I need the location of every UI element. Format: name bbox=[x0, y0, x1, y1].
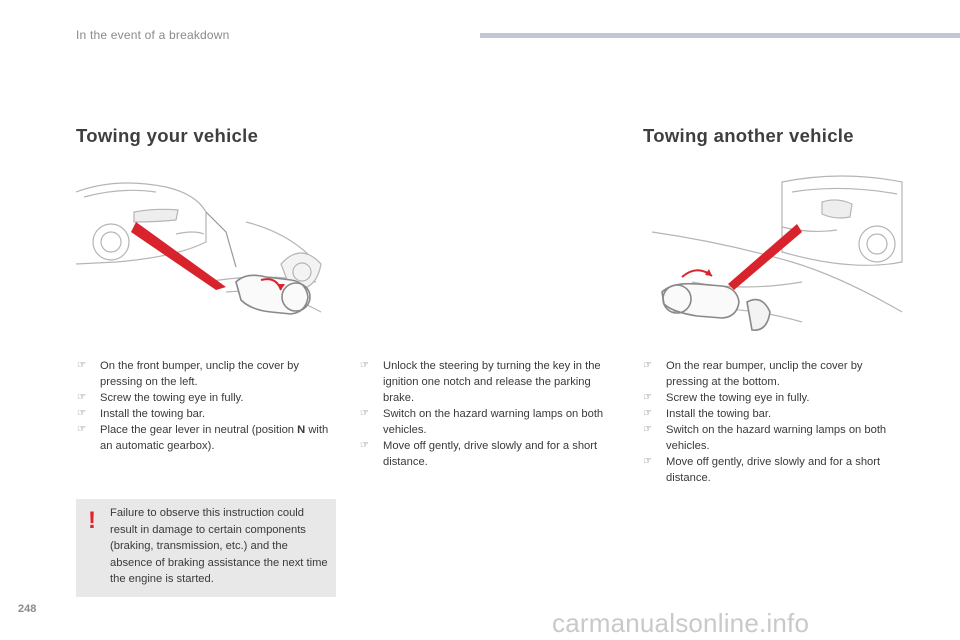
list-item bbox=[77, 390, 337, 406]
step-text: Switch on the hazard warning lamps on both vehicles. bbox=[383, 408, 604, 436]
step-text: Switch on the hazard warning lamps on both vehicles. bbox=[666, 424, 887, 452]
step-text: Install the towing bar. bbox=[100, 408, 206, 420]
pointing-hand-icon: ☞ bbox=[643, 360, 652, 371]
step-text: Move off gently, drive slowly and for a short distance. bbox=[383, 440, 598, 468]
front-towing-illustration bbox=[76, 172, 338, 327]
header-bar bbox=[480, 33, 960, 38]
step-text: Screw the towing eye in fully. bbox=[666, 392, 810, 404]
pointing-hand-icon: ☞ bbox=[77, 360, 86, 371]
pointing-hand-icon: ☞ bbox=[643, 392, 652, 403]
list-item bbox=[360, 406, 622, 438]
step-text: Screw the towing eye in fully. bbox=[100, 392, 244, 404]
header-section-label: In the event of a breakdown bbox=[76, 28, 230, 42]
gear-position: N bbox=[297, 424, 306, 436]
watermark: carmanualsonline.info bbox=[552, 608, 810, 638]
pointing-hand-icon: ☞ bbox=[360, 440, 369, 451]
pointing-hand-icon: ☞ bbox=[360, 360, 369, 371]
step-text: Install the towing bar. bbox=[666, 408, 772, 420]
step-text: Unlock the steering by turning the key in the ignition one notch and release the parking brake. bbox=[383, 360, 601, 404]
step-text-continued: with an automatic gearbox). bbox=[100, 424, 329, 452]
middle-steps-list bbox=[360, 358, 622, 470]
pointing-hand-icon: ☞ bbox=[643, 424, 652, 435]
pointing-hand-icon: ☞ bbox=[77, 424, 86, 435]
list-item bbox=[360, 438, 622, 470]
step-text: Move off gently, drive slowly and for a short distance. bbox=[666, 456, 881, 484]
list-item bbox=[77, 358, 337, 390]
pointing-hand-icon: ☞ bbox=[77, 392, 86, 403]
list-item bbox=[643, 422, 905, 454]
left-steps-list bbox=[77, 358, 337, 454]
pointing-hand-icon: ☞ bbox=[643, 456, 652, 467]
pointing-hand-icon: ☞ bbox=[77, 408, 86, 419]
right-steps-list bbox=[643, 358, 905, 486]
warning-text: Failure to observe this instruction could result in damage to certain components (braking, transmission, etc.) and the absence of braking assistance the next time the engine is started. bbox=[110, 507, 328, 585]
rear-towing-illustration bbox=[652, 172, 904, 347]
right-section-title: Towing another vehicle bbox=[643, 125, 854, 146]
list-item bbox=[360, 358, 622, 406]
list-item bbox=[77, 422, 337, 454]
page-number: 248 bbox=[18, 603, 37, 615]
pointing-hand-icon: ☞ bbox=[360, 408, 369, 419]
warning-icon: ! bbox=[88, 507, 96, 534]
list-item bbox=[643, 358, 905, 390]
left-section-title: Towing your vehicle bbox=[76, 125, 259, 146]
step-text: On the front bumper, unclip the cover by pressing on the left. bbox=[100, 360, 299, 388]
list-item bbox=[643, 390, 905, 406]
warning-box bbox=[76, 499, 336, 597]
list-item bbox=[643, 454, 905, 486]
step-text: Place the gear lever in neutral (position bbox=[100, 424, 295, 436]
pointing-hand-icon: ☞ bbox=[643, 408, 652, 419]
list-item bbox=[77, 406, 337, 422]
list-item bbox=[643, 406, 905, 422]
step-text: On the rear bumper, unclip the cover by pressing at the bottom. bbox=[666, 360, 863, 388]
